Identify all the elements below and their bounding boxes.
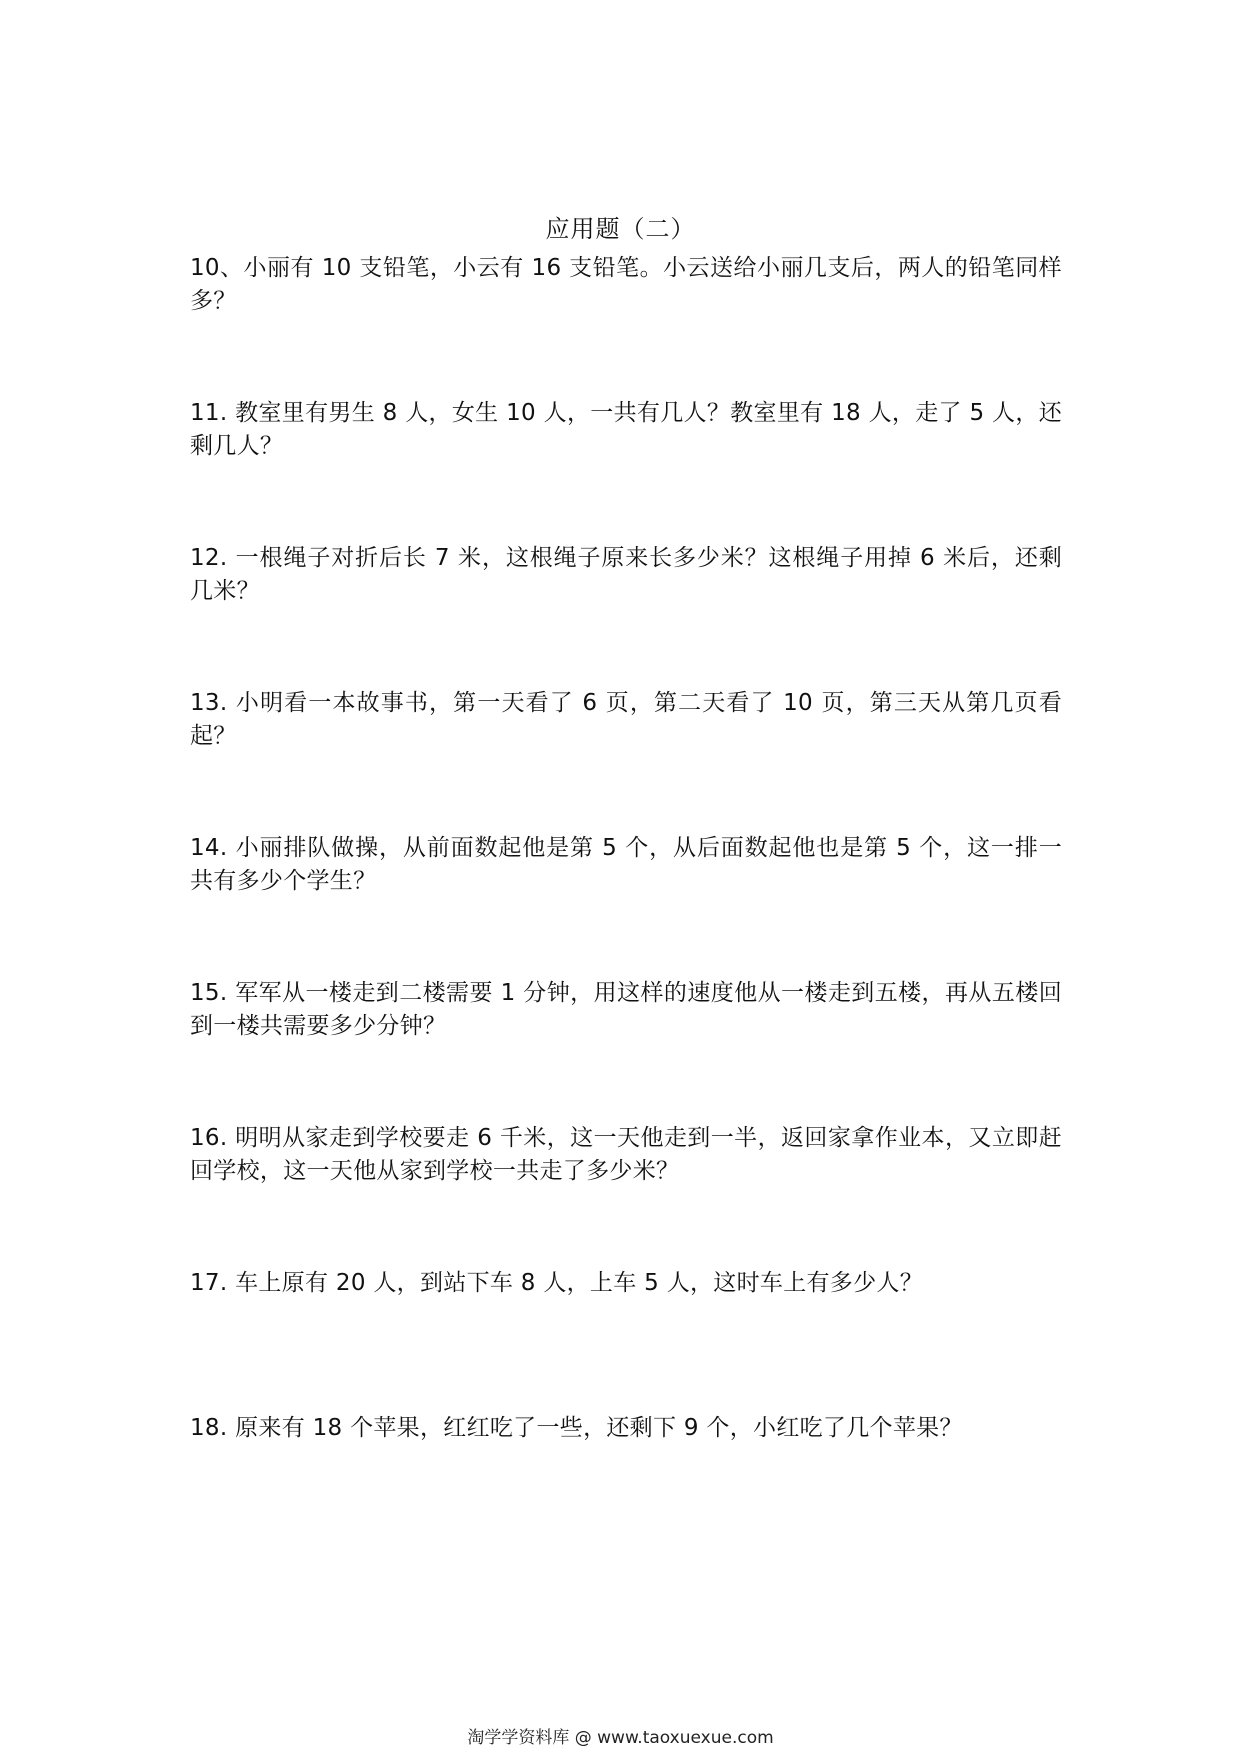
question-10: 10、小丽有 10 支铅笔，小云有 16 支铅笔。小云送给小丽几支后，两人的铅笔同样多？ [190,255,1062,314]
question-15: 15. 军军从一楼走到二楼需要 1 分钟，用这样的速度他从一楼走到五楼，再从五楼回到一楼共需要多少分钟？ [190,980,1062,1039]
question-11: 11. 教室里有男生 8 人，女生 10 人，一共有几人？教室里有 18 人，走了 5 人，还剩几人？ [190,400,1062,459]
question-18: 18. 原来有 18 个苹果，红红吃了一些，还剩下 9 个，小红吃了几个苹果？ [190,1415,963,1441]
question-17: 17. 车上原有 20 人，到站下车 8 人，上车 5 人，这时车上有多少人？ [190,1270,923,1296]
question-16: 16. 明明从家走到学校要走 6 千米，这一天他走到一半，返回家拿作业本，又立即赶回学校，这一天他从家到学校一共走了多少米？ [190,1125,1062,1184]
page-title: 应用题（二） [545,215,696,243]
footer-watermark: 淘学学资料库 @ www.taoxuexue.com [467,1728,774,1748]
question-12: 12. 一根绳子对折后长 7 米，这根绳子原来长多少米？这根绳子用掉 6 米后，还剩几米？ [190,545,1062,604]
question-14: 14. 小丽排队做操，从前面数起他是第 5 个，从后面数起他也是第 5 个，这一排一共有多少个学生？ [190,835,1062,894]
question-13: 13. 小明看一本故事书，第一天看了 6 页，第二天看了 10 页，第三天从第几页看起？ [190,690,1062,749]
